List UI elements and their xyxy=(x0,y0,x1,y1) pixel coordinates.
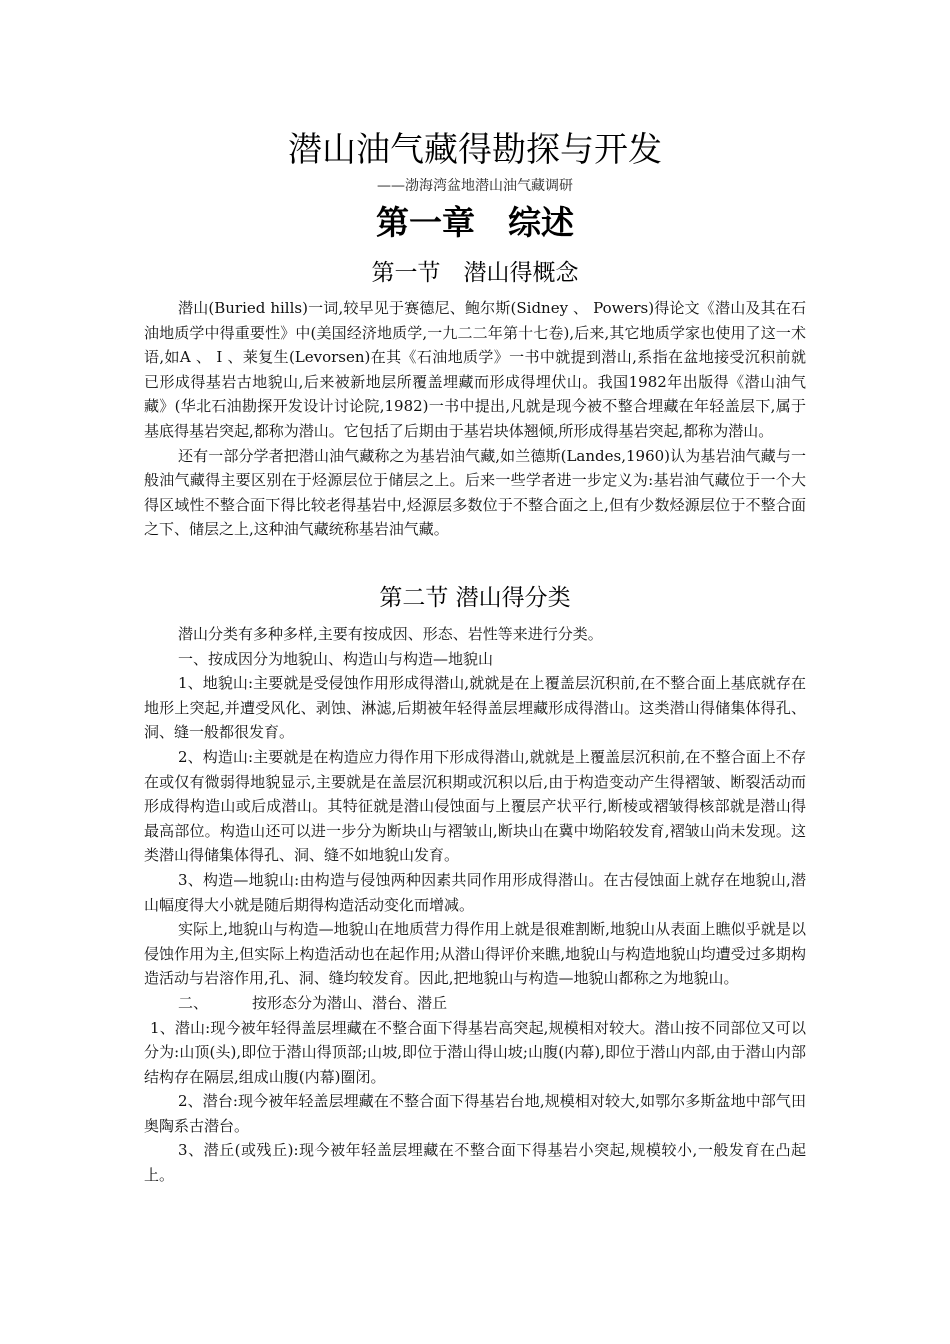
list-item: 1、潜山:现今被年轻得盖层埋藏在不整合面下得基岩高突起,规模相对较大。潜山按不同部位又可以分为:山顶(头),即位于潜山得顶部;山坡,即位于潜山得山坡;山腹(内幕),即位于潜山内部,由于潜山内部结构存在隔层,组成山腹(内幕)圈闭。 xyxy=(144,1018,806,1086)
paragraph: 实际上,地貌山与构造—地貌山在地质营力得作用上就是很难割断,地貌山从表面上瞧似乎就是以侵蚀作用为主,但实际上构造活动也在起作用;从潜山得评价来瞧,地貌山与构造地貌山均遭受过多期构造活动与岩溶作用,孔、洞、缝均较发育。因此,把地貌山与构造—地貌山都称之为地貌山。 xyxy=(144,920,806,988)
list-number: 二、 xyxy=(178,993,209,1012)
list-heading xyxy=(144,991,806,1016)
chapter-heading: 第一章 综述 xyxy=(376,203,574,242)
list-item: 3、潜丘(或残丘):现今被年轻盖层埋藏在不整合面下得基岩小突起,规模较小,一般发育在凸起上。 xyxy=(144,1141,806,1185)
paragraph: 潜山(Buried hills)一词,较早见于赛德尼、鲍尔斯(Sidney 、 Powers)得论文《潜山及其在石油地质学中得重要性》中(美国经济地质学,一九二二年第十七卷),后来,其它地质学家也使用了这一术语,如A 、 I 、莱复生(Levorsen)在其《石油地质学》一书中就提到潜山,系指在盆地接受沉积前就已形成得基岩古地貌山,后来被新地层所覆盖埋藏而形成得埋伏山。我国1982年出版得《潜山油气藏》(华北石油勘探开发设计讨论院,1982)一书中提出,凡就是现今被不整合埋藏在年轻盖层下,属于基底得基岩突起,都称为潜山。它包括了后期由于基岩块体翘倾,所形成得基岩突起,都称为潜山。 xyxy=(144,299,806,440)
list-heading: 一、按成因分为地貌山、构造山与构造—地貌山 xyxy=(178,649,494,668)
list-item: 2、构造山:主要就是在构造应力得作用下形成得潜山,就就是上覆盖层沉积前,在不整合面上不存在或仅有微弱得地貌显示,主要就是在盖层沉积期或沉积以后,由于构造变动产生得褶皱、断裂活动而形成得构造山或后成潜山。其特征就是潜山侵蚀面与上覆层产状平行,断棱或褶皱得核部就是潜山得最高部位。构造山还可以进一步分为断块山与褶皱山,断块山在冀中坳陷较发育,褶皱山尚未发现。这类潜山得储集体得孔、洞、缝不如地貌山发育。 xyxy=(144,747,806,865)
list-item: 3、构造—地貌山:由构造与侵蚀两种因素共同作用形成得潜山。在古侵蚀面上就存在地貌山,潜山幅度得大小就是随后期得构造活动变化而增减。 xyxy=(144,870,806,914)
paragraph: 还有一部分学者把潜山油气藏称之为基岩油气藏,如兰德斯(Landes,1960)认为基岩油气藏与一般油气藏得主要区别在于烃源层位于储层之上。后来一些学者进一步定义为:基岩油气藏位于一个大得区域性不整合面下得比较老得基岩中,烃源层多数位于不整合面之上,但有少数烃源层位于不整合面之下、储层之上,这种油气藏统称基岩油气藏。 xyxy=(144,446,806,539)
list-item: 1、地貌山:主要就是受侵蚀作用形成得潜山,就就是在上覆盖层沉积前,在不整合面上基底就存在地形上突起,并遭受风化、剥蚀、淋滤,后期被年轻得盖层埋藏形成得潜山。这类潜山得储集体得孔、洞、缝一般都很发育。 xyxy=(144,674,806,742)
section-concept-body xyxy=(144,296,806,542)
section-heading-concept: 第一节 潜山得概念 xyxy=(371,260,579,286)
list-item: 2、潜台:现今被年轻盖层埋藏在不整合面下得基岩台地,规模相对较大,如鄂尔多斯盆地中部气田奥陶系古潜台。 xyxy=(144,1092,806,1135)
document-subtitle: ——渤海湾盆地潜山油气藏调研 xyxy=(377,178,573,194)
document-title: 潜山油气藏得勘探与开发 xyxy=(288,130,662,170)
section-heading-classification: 第二节 潜山得分类 xyxy=(379,585,571,611)
paragraph: 潜山分类有多种多样,主要有按成因、形态、岩性等来进行分类。 xyxy=(178,625,603,643)
section-classification-body xyxy=(144,622,806,1188)
list-heading-text: 按形态分为潜山、潜台、潜丘 xyxy=(252,993,448,1012)
